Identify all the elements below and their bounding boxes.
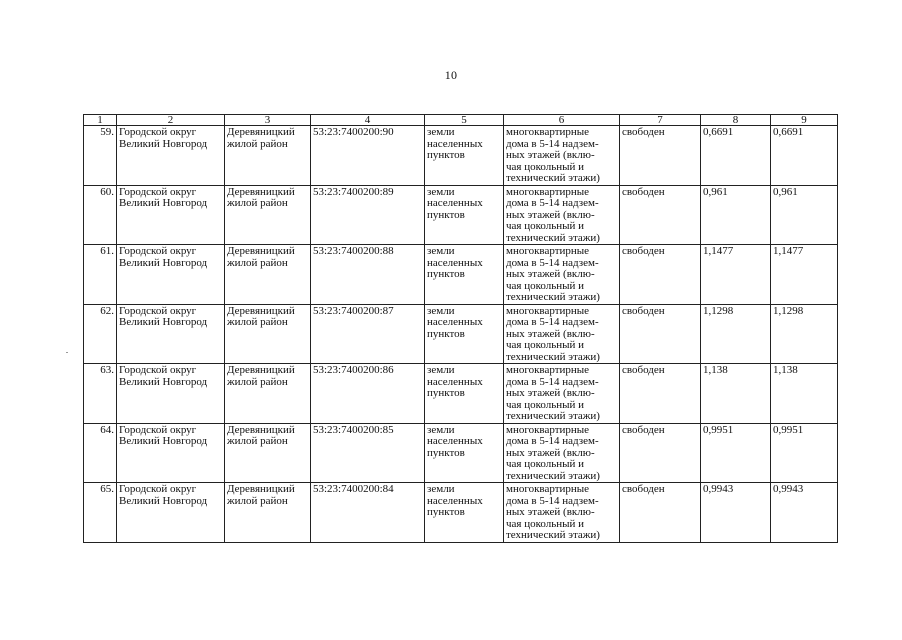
area-value-cell: 0,961	[701, 185, 771, 245]
header-cell-5: 5	[425, 115, 504, 126]
location-cell-line: Деревяницкий	[227, 126, 295, 138]
location-cell-line: жилой район	[227, 435, 288, 447]
permitted-use-cell	[504, 126, 620, 186]
municipality-cell	[117, 304, 225, 364]
permitted-use-cell-line: технический этажи)	[506, 231, 600, 244]
table-header	[84, 115, 838, 126]
land-category-cell-line: пунктов	[427, 446, 465, 459]
status-cell: свободен	[620, 245, 701, 305]
row-number: 60.	[84, 185, 117, 245]
permitted-use-cell-line: ных этажей (вклю-	[506, 327, 595, 340]
location-cell-line: жилой район	[227, 494, 288, 507]
municipality-cell	[117, 126, 225, 186]
permitted-use-cell-line: дома в 5-14 надзем-	[506, 316, 599, 328]
land-category-cell-line: земли	[427, 364, 455, 376]
municipality-cell-line: Городской округ	[119, 304, 197, 317]
status-cell: свободен	[620, 423, 701, 483]
municipality-cell	[117, 364, 225, 424]
location-cell	[225, 483, 311, 543]
permitted-use-cell-line: дома в 5-14 надзем-	[506, 435, 599, 447]
permitted-use-cell-line: дома в 5-14 надзем-	[506, 137, 599, 150]
area-value-cell: 1,138	[701, 364, 771, 424]
permitted-use-cell	[504, 423, 620, 483]
scan-mark	[66, 352, 68, 353]
permitted-use-cell-line: чая цокольный и	[506, 220, 585, 232]
permitted-use-cell-line: чая цокольный и	[506, 517, 585, 530]
land-category-cell	[425, 245, 504, 305]
area-total-cell: 0,9951	[771, 423, 838, 483]
table-body	[84, 126, 838, 543]
table-row	[84, 126, 838, 186]
row-number: 64.	[84, 423, 117, 483]
header-cell-2: 2	[117, 115, 225, 126]
page-number: 10	[444, 68, 458, 82]
municipality-cell-line: Городской округ	[119, 423, 197, 436]
municipality-cell-line: Городской округ	[119, 483, 197, 495]
land-category-cell	[425, 126, 504, 186]
permitted-use-cell-line: технический этажи)	[506, 410, 600, 422]
table-row	[84, 364, 838, 424]
row-number: 62.	[84, 304, 117, 364]
municipality-cell	[117, 185, 225, 245]
location-cell	[225, 364, 311, 424]
land-category-cell-line: земли	[427, 126, 455, 138]
table-row	[84, 483, 838, 543]
permitted-use-cell-line: ных этажей (вклю-	[506, 208, 595, 221]
location-cell-line: Деревяницкий	[227, 304, 295, 317]
permitted-use-cell-line: технический этажи)	[506, 172, 600, 184]
location-cell	[225, 245, 311, 305]
area-total-cell: 0,961	[771, 185, 838, 245]
land-category-cell-line: пунктов	[427, 149, 465, 161]
land-plots-table	[83, 114, 838, 543]
permitted-use-cell-line: ных этажей (вклю-	[506, 506, 595, 518]
land-category-cell	[425, 423, 504, 483]
land-category-cell-line: земли	[427, 304, 455, 317]
permitted-use-cell	[504, 483, 620, 543]
header-cell-4: 4	[311, 115, 425, 126]
permitted-use-cell-line: чая цокольный и	[506, 339, 585, 351]
permitted-use-cell-line: ных этажей (вклю-	[506, 149, 595, 161]
cadastral-number-cell: 53:23:7400200:88	[311, 245, 425, 305]
header-row	[84, 115, 838, 126]
cadastral-number-cell: 53:23:7400200:85	[311, 423, 425, 483]
municipality-cell-line: Великий Новгород	[119, 435, 208, 447]
permitted-use-cell-line: чая цокольный и	[506, 160, 585, 173]
area-total-cell: 1,1477	[771, 245, 838, 305]
area-value-cell: 1,1298	[701, 304, 771, 364]
location-cell-line: Деревяницкий	[227, 245, 295, 257]
area-total-cell: 1,138	[771, 364, 838, 424]
status-cell: свободен	[620, 185, 701, 245]
row-number: 63.	[84, 364, 117, 424]
row-number: 65.	[84, 483, 117, 543]
area-total-cell: 0,6691	[771, 126, 838, 186]
municipality-cell-line: Городской округ	[119, 185, 197, 198]
land-category-cell	[425, 364, 504, 424]
area-total-cell: 1,1298	[771, 304, 838, 364]
permitted-use-cell-line: ных этажей (вклю-	[506, 268, 595, 280]
land-category-cell-line: населенных	[427, 375, 483, 388]
land-category-cell	[425, 185, 504, 245]
permitted-use-cell-line: многоквартирные	[506, 483, 590, 495]
area-value-cell: 0,9943	[701, 483, 771, 543]
municipality-cell	[117, 423, 225, 483]
permitted-use-cell-line: многоквартирные	[506, 304, 590, 317]
permitted-use-cell	[504, 245, 620, 305]
area-value-cell: 0,9951	[701, 423, 771, 483]
cadastral-number-cell: 53:23:7400200:87	[311, 304, 425, 364]
table-row	[84, 245, 838, 305]
permitted-use-cell	[504, 364, 620, 424]
location-cell-line: жилой район	[227, 316, 288, 328]
municipality-cell-line: Великий Новгород	[119, 375, 208, 388]
municipality-cell-line: Великий Новгород	[119, 137, 208, 150]
permitted-use-cell-line: технический этажи)	[506, 529, 600, 541]
municipality-cell	[117, 483, 225, 543]
permitted-use-cell-line: чая цокольный и	[506, 279, 585, 292]
area-value-cell: 1,1477	[701, 245, 771, 305]
permitted-use-cell-line: многоквартирные	[506, 126, 590, 138]
row-number: 59.	[84, 126, 117, 186]
location-cell-line: Деревяницкий	[227, 185, 295, 198]
permitted-use-cell-line: технический этажи)	[506, 291, 600, 303]
status-cell: свободен	[620, 126, 701, 186]
permitted-use-cell-line: ных этажей (вклю-	[506, 446, 595, 459]
municipality-cell-line: Великий Новгород	[119, 197, 208, 209]
location-cell-line: жилой район	[227, 375, 288, 388]
land-category-cell-line: населенных	[427, 435, 483, 447]
land-category-cell-line: населенных	[427, 256, 483, 269]
municipality-cell-line: Городской округ	[119, 364, 197, 376]
permitted-use-cell-line: технический этажи)	[506, 469, 600, 482]
permitted-use-cell-line: многоквартирные	[506, 364, 590, 376]
cadastral-number-cell: 53:23:7400200:84	[311, 483, 425, 543]
municipality-cell-line: Великий Новгород	[119, 494, 208, 507]
permitted-use-cell-line: дома в 5-14 надзем-	[506, 197, 599, 209]
permitted-use-cell-line: чая цокольный и	[506, 398, 585, 411]
location-cell	[225, 304, 311, 364]
location-cell-line: жилой район	[227, 197, 288, 209]
land-category-cell-line: населенных	[427, 137, 483, 150]
status-cell: свободен	[620, 483, 701, 543]
land-category-cell-line: населенных	[427, 197, 483, 209]
land-category-cell-line: земли	[427, 185, 455, 198]
land-category-cell-line: земли	[427, 483, 455, 495]
cadastral-number-cell: 53:23:7400200:90	[311, 126, 425, 186]
cadastral-number-cell: 53:23:7400200:86	[311, 364, 425, 424]
area-total-cell: 0,9943	[771, 483, 838, 543]
location-cell	[225, 185, 311, 245]
land-category-cell-line: земли	[427, 245, 455, 257]
permitted-use-cell	[504, 185, 620, 245]
permitted-use-cell-line: дома в 5-14 надзем-	[506, 494, 599, 507]
municipality-cell-line: Городской округ	[119, 126, 197, 138]
header-cell-6: 6	[504, 115, 620, 126]
land-category-cell-line: пунктов	[427, 327, 465, 340]
table-row	[84, 423, 838, 483]
permitted-use-cell-line: технический этажи)	[506, 350, 600, 363]
location-cell-line: жилой район	[227, 256, 288, 269]
location-cell	[225, 126, 311, 186]
area-value-cell: 0,6691	[701, 126, 771, 186]
land-category-cell-line: земли	[427, 423, 455, 436]
header-cell-1: 1	[84, 115, 117, 126]
permitted-use-cell-line: многоквартирные	[506, 245, 590, 257]
land-category-cell-line: населенных	[427, 494, 483, 507]
land-category-cell-line: пунктов	[427, 268, 465, 280]
permitted-use-cell-line: ных этажей (вклю-	[506, 387, 595, 399]
land-category-cell	[425, 483, 504, 543]
location-cell-line: жилой район	[227, 137, 288, 150]
header-cell-3: 3	[225, 115, 311, 126]
municipality-cell-line: Городской округ	[119, 245, 197, 257]
permitted-use-cell-line: многоквартирные	[506, 185, 590, 198]
header-cell-8: 8	[701, 115, 771, 126]
permitted-use-cell-line: многоквартирные	[506, 423, 590, 436]
row-number: 61.	[84, 245, 117, 305]
land-category-cell-line: пунктов	[427, 208, 465, 221]
location-cell-line: Деревяницкий	[227, 483, 295, 495]
land-category-cell	[425, 304, 504, 364]
land-category-cell-line: пунктов	[427, 387, 465, 399]
permitted-use-cell-line: дома в 5-14 надзем-	[506, 375, 599, 388]
municipality-cell-line: Великий Новгород	[119, 256, 208, 269]
permitted-use-cell-line: чая цокольный и	[506, 458, 585, 470]
location-cell-line: Деревяницкий	[227, 423, 295, 436]
municipality-cell	[117, 245, 225, 305]
header-cell-7: 7	[620, 115, 701, 126]
header-cell-9: 9	[771, 115, 838, 126]
table-row	[84, 304, 838, 364]
cadastral-number-cell: 53:23:7400200:89	[311, 185, 425, 245]
permitted-use-cell	[504, 304, 620, 364]
location-cell	[225, 423, 311, 483]
permitted-use-cell-line: дома в 5-14 надзем-	[506, 256, 599, 269]
land-category-cell-line: пунктов	[427, 506, 465, 518]
location-cell-line: Деревяницкий	[227, 364, 295, 376]
status-cell: свободен	[620, 304, 701, 364]
status-cell: свободен	[620, 364, 701, 424]
municipality-cell-line: Великий Новгород	[119, 316, 208, 328]
table-row	[84, 185, 838, 245]
land-category-cell-line: населенных	[427, 316, 483, 328]
